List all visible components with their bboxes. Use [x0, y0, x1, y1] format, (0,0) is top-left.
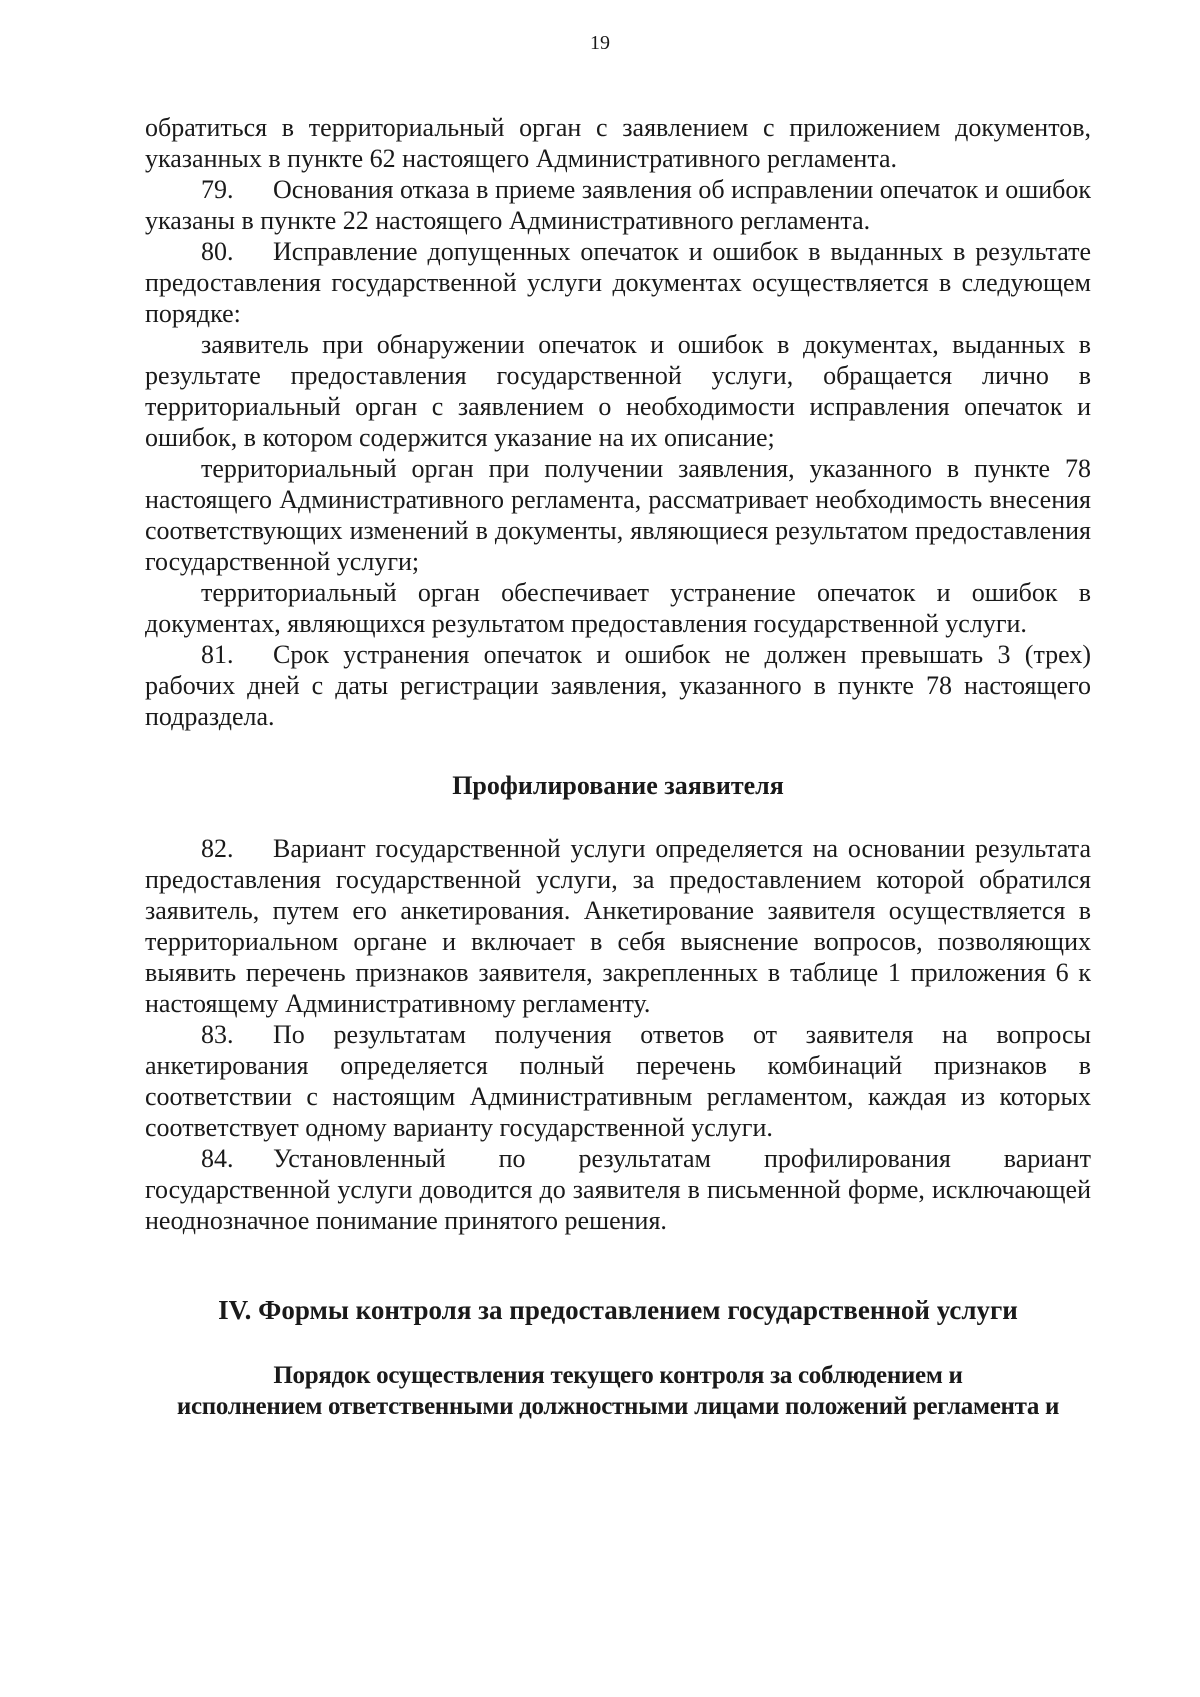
paragraph-text: Установленный по результатам профилирования вариант государственной услуги доводится до заявителя в письменной форме, исключающей неоднозначное понимание принятого решения.: [145, 1144, 1091, 1235]
paragraph-81: [145, 639, 1091, 732]
paragraph-list-item: [145, 453, 1091, 577]
paragraph-83: [145, 1019, 1091, 1143]
paragraph-number: 83.: [201, 1020, 234, 1049]
paragraph-text: Исправление допущенных опечаток и ошибок в выданных в результате предоставления государственной услуги документах осуществляется в следующем порядке:: [145, 237, 1091, 328]
paragraph-number: 80.: [201, 237, 234, 266]
paragraph-79: [145, 174, 1091, 236]
heading-control-line-2: исполнением ответственными должностными лицами положений регламента и: [176, 1393, 1060, 1420]
document-body: [145, 112, 1091, 1422]
paragraph-number: 84.: [201, 1144, 234, 1173]
paragraph-continuation: [145, 112, 1091, 174]
paragraph-list-item: [145, 329, 1091, 453]
paragraph-text: По результатам получения ответов от заявителя на вопросы анкетирования определяется полный перечень комбинаций признаков в соответствии с настоящим Административным регламентом, каждая из которых соответствует одному варианту государственной услуги.: [145, 1020, 1091, 1142]
paragraph-number: 79.: [201, 175, 234, 204]
paragraph-80: [145, 236, 1091, 329]
paragraph-list-item: [145, 577, 1091, 639]
page-number: 19: [590, 32, 610, 54]
heading-control-line-1: Порядок осуществления текущего контроля за соблюдением и: [273, 1362, 963, 1389]
paragraph-text: Основания отказа в приеме заявления об исправлении опечаток и ошибок указаны в пункте 22 настоящего Административного регламента.: [145, 175, 1091, 235]
heading-section-iv: IV. Формы контроля за предоставлением государственной услуги: [218, 1295, 1018, 1325]
paragraph-text: территориальный орган при получении заявления, указанного в пункте 78 настоящего Административного регламента, рассматривает необходимость внесения соответствующих изменений в документы, являющиеся результатом предоставления государственной услуги;: [145, 454, 1091, 576]
paragraph-text: территориальный орган обеспечивает устранение опечаток и ошибок в документах, являющихся результатом предоставления государственной услуги.: [145, 578, 1091, 638]
heading-profiling: Профилирование заявителя: [452, 771, 784, 800]
paragraph-text: заявитель при обнаружении опечаток и ошибок в документах, выданных в результате предоставления государственной услуги, обращается лично в территориальный орган с заявлением о необходимости исправления опечаток и ошибок, в котором содержится указание на их описание;: [145, 330, 1091, 452]
paragraph-text: обратиться в территориальный орган с заявлением с приложением документов, указанных в пункте 62 настоящего Административного регламента.: [145, 113, 1091, 173]
paragraph-number: 82.: [201, 834, 234, 863]
paragraph-82: [145, 833, 1091, 1019]
paragraph-number: 81.: [201, 640, 234, 669]
paragraph-84: [145, 1143, 1091, 1236]
paragraph-text: Срок устранения опечаток и ошибок не должен превышать 3 (трех) рабочих дней с даты регистрации заявления, указанного в пункте 78 настоящего подраздела.: [145, 640, 1091, 731]
paragraph-text: Вариант государственной услуги определяется на основании результата предоставления государственной услуги, за предоставлением которой обратился заявитель, путем его анкетирования. Анкетирование заявителя осуществляется в территориальном органе и включает в себя выяснение вопросов, позволяющих выявить перечень признаков заявителя, закрепленных в таблице 1 приложения 6 к настоящему Административному регламенту.: [145, 834, 1091, 1018]
